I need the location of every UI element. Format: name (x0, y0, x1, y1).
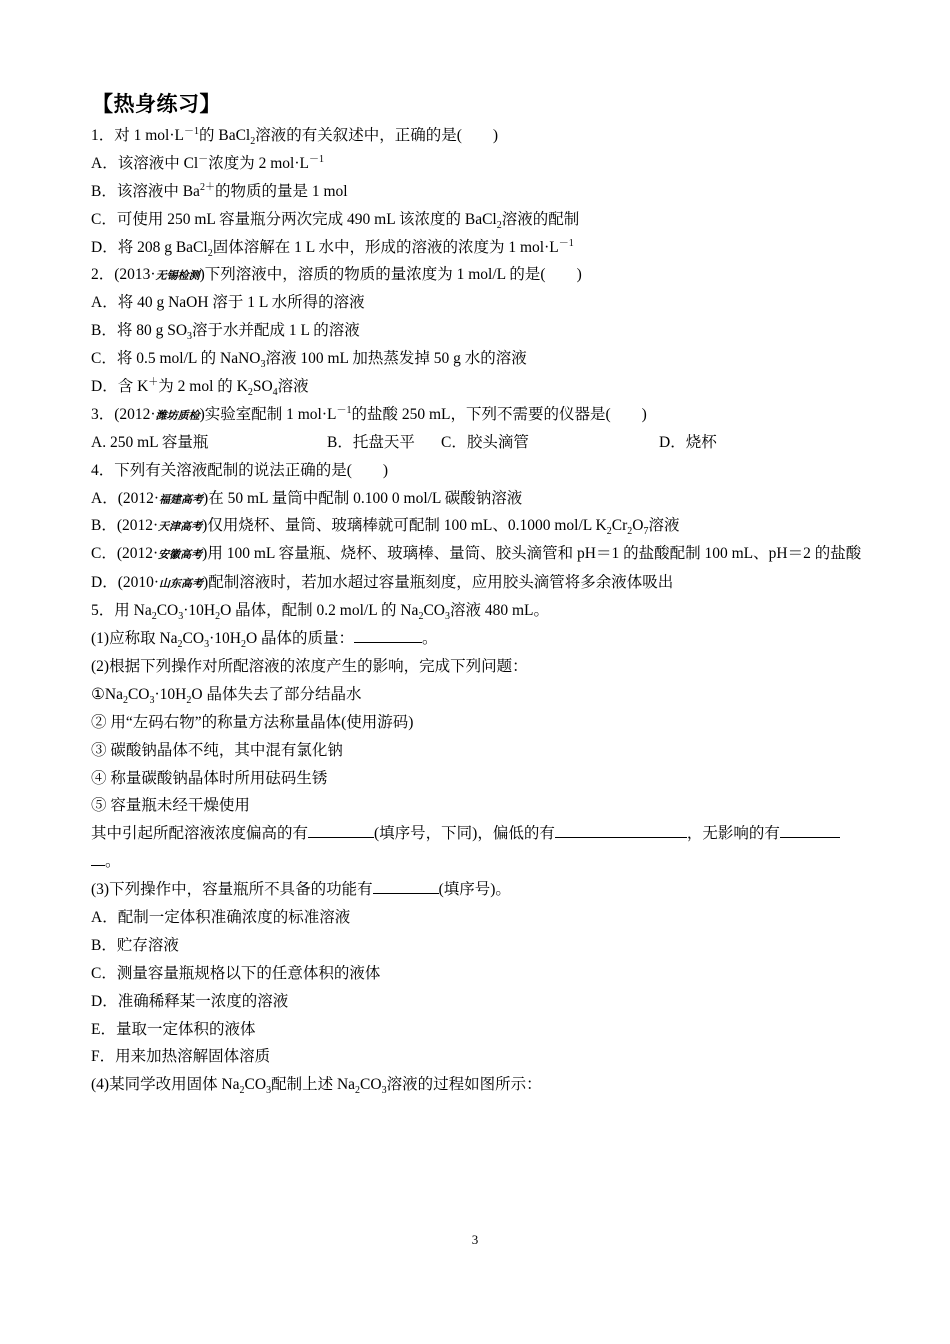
question-list (91, 122, 863, 1099)
question-4-option-c: C．(2012·安徽高考)用 100 mL 容量瓶、烧杯、玻璃棒、量筒、胶头滴管和 pH＝1 的盐酸配制 100 mL、pH＝2 的盐酸 (91, 545, 862, 563)
question-5-part-2: (2)根据下列操作对所配溶液的浓度产生的影响，完成下列问题： (91, 657, 528, 675)
answer-blank[interactable] (373, 878, 439, 894)
question-3-option-d: D．烧杯 (659, 433, 717, 451)
question-1-option-b: B．该溶液中 $Ba^{2+}$的物质的量是 1 mol (91, 181, 348, 200)
operation-item-5: ⑤ 容量瓶未经干燥使用 (91, 797, 250, 815)
answer-blank-low[interactable] (555, 822, 687, 838)
source-label: 无锡检测 (155, 269, 200, 283)
question-2-option-c: C．将 0.5 mol/L 的 NaNO$_3$溶液 100 mL 加热蒸发掉 50 g 水的溶液 (91, 350, 527, 371)
source-label: 山东高考 (159, 577, 204, 591)
question-5-part-1: (1)应称取 $Na_2CO_3\cdot 10H_2O$ 晶体的质量： 。 (91, 625, 863, 653)
question-5-stem: 5．用 $Na_2CO_3\cdot 10H_2O$ 晶体，配制 0.2 mol/L 的 $Na_2CO_3$溶液 480 mL。 (91, 602, 550, 623)
question-5-part-3: (3)下列操作中，容量瓶所不具备的功能有 (填序号)。 (91, 876, 863, 904)
question-3-option-c: C．胶头滴管 (441, 433, 529, 451)
question-3-option-b: B．托盘天平 (327, 433, 415, 451)
question-5-fill-line: 其中引起所配溶液浓度偏高的有 (填序号，下同)，偏低的有 ，无影响的有 。 (91, 820, 863, 876)
question-3-option-a: A. 250 mL 容量瓶 (91, 433, 209, 451)
question-2-option-b: B．将 80 g $SO_3$溶于水并配成 1 L 的溶液 (91, 322, 360, 343)
operation-item-4: ④ 称量碳酸钠晶体时所用砝码生锈 (91, 769, 328, 787)
question-5-part-4: (4)某同学改用固体 $Na_2CO_3$配制上述 $Na_2CO_3$溶液的过程如图所示： (91, 1076, 542, 1097)
section-heading: 【热身练习】 (92, 92, 221, 116)
source-label: 天津高考 (158, 520, 203, 534)
question-2-stem: 2．(2013·无锡检测)下列溶液中，溶质的物质的量浓度为 1 mol/L 的是( ) (91, 266, 582, 284)
answer-blank-none-cont (91, 850, 105, 866)
function-option-e: E．量取一定体积的液体 (91, 1020, 256, 1038)
question-1-stem: 1．对 1 $mol\cdot L^{-1}$的 BaCl$_2$溶液的有关叙述中，正确的是( ) (91, 125, 499, 148)
question-3-stem: 3．(2012·潍坊质检)实验室配制 1 $mol\cdot L^{-1}$的盐酸 250 mL，下列不需要的仪器是( ) (91, 404, 647, 423)
operation-item-1: $①Na_2CO_3\cdot 10H_2O$ 晶体失去了部分结晶水 (91, 685, 362, 706)
question-2-option-a: A．将 40 g NaOH 溶于 1 L 水所得的溶液 (91, 294, 365, 312)
page-number: 3 (471, 1232, 479, 1247)
source-label: 潍坊质检 (155, 408, 200, 422)
question-4-option-a: A．(2012·福建高考)在 50 mL 量筒中配制 0.100 0 mol/L 碳酸钠溶液 (91, 489, 523, 507)
question-3-options (91, 429, 863, 457)
function-option-d: D．准确稀释某一浓度的溶液 (91, 992, 289, 1010)
question-2-option-d: D．含 K＋为 2 mol 的 $K_2SO_4$溶液 (91, 376, 309, 399)
operation-item-3: ③ 碳酸钠晶体不纯，其中混有氯化钠 (91, 741, 343, 759)
function-option-a: A．配制一定体积准确浓度的标准溶液 (91, 908, 351, 926)
function-option-f: F．用来加热溶解固体溶质 (91, 1048, 271, 1066)
question-1-option-c: C．可使用 250 mL 容量瓶分两次完成 490 mL 该浓度的 BaCl$_2$溶液的配制 (91, 210, 580, 231)
function-option-b: B．贮存溶液 (91, 936, 179, 954)
answer-blank-high[interactable] (308, 822, 374, 838)
source-label: 福建高考 (159, 492, 204, 506)
question-4-option-d: D．(2010·山东高考)配制溶液时，若加水超过容量瓶刻度，应用胶头滴管将多余液体吸出 (91, 574, 674, 592)
operation-item-2: ② 用“左码右物”的称量方法称量晶体(使用游码) (91, 713, 414, 731)
question-4-option-b: B．(2012·天津高考)仅用烧杯、量筒、玻璃棒就可配制 100 mL、0.1000 mol/L $K_2Cr_2O_7$溶液 (91, 517, 680, 538)
source-label: 安徽高考 (158, 548, 203, 562)
question-1-option-a: A．该溶液中 Cl－浓度为 2 $mol\cdot L^{-1}$ (91, 153, 324, 172)
question-4-stem: 4．下列有关溶液配制的说法正确的是( ) (91, 461, 389, 479)
answer-blank[interactable] (354, 627, 422, 643)
answer-blank-none[interactable] (780, 822, 840, 838)
function-option-c: C．测量容量瓶规格以下的任意体积的液体 (91, 964, 381, 982)
question-1-option-d: D．将 208 g BaCl$_2$固体溶解在 1 L 水中，形成的溶液的浓度为 1 $mol\cdot L^{-1}$ (91, 237, 574, 259)
